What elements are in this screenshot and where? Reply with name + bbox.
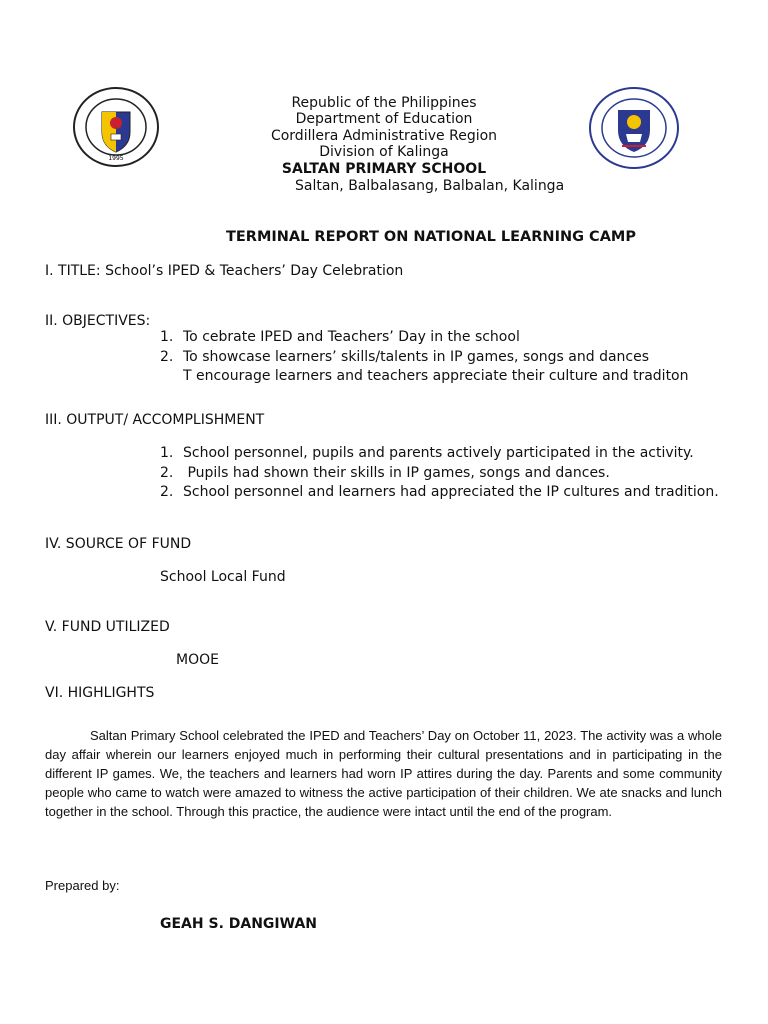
source-of-fund-value: School Local Fund [160,569,286,585]
fund-utilized-heading: V. FUND UTILIZED [45,619,170,635]
header-division: Division of Kalinga [319,144,449,160]
header-region: Cordillera Administrative Region [270,128,498,144]
seal-year-text: 1995 [108,155,124,162]
preparer-name: GEAH S. DANGIWAN [160,916,317,932]
source-of-fund-heading: IV. SOURCE OF FUND [45,536,192,552]
header-school-name: SALTAN PRIMARY SCHOOL [281,161,487,177]
objectives-heading: II. OBJECTIVES: [45,313,151,329]
highlights-paragraph: Saltan Primary School celebrated the IPED and Teachers’ Day on October 11, 2023. The activity was a whole day affair wherein our learners enjoyed much in performing their cultural presentations and in participating in the different IP games. We, the teachers and learners had worn IP attires during the day. Parents and some community people who came to watch were amazed to witness the active participation of their children. We ate snacks and lunch together in the school. Through this practice, the audience were intact until the end of the program. [45,728,722,819]
section-title-line: I. TITLE: School’s IPED & Teachers’ Day Celebration [45,263,404,279]
header-department: Department of Education [295,111,473,127]
header-address: Saltan, Balbalasang, Balbalan, Kalinga [295,178,565,194]
report-title: TERMINAL REPORT ON NATIONAL LEARNING CAMP [226,229,636,245]
objectives-list [160,329,689,388]
header-republic: Republic of the Philippines [291,95,477,111]
fund-utilized-value: MOOE [176,652,219,668]
list-item: 1. School personnel, pupils and parents actively participated in the activity. [160,445,694,461]
output-list [160,445,719,504]
output-heading: III. OUTPUT/ ACCOMPLISHMENT [45,412,265,428]
list-item: 2. School personnel and learners had appreciated the IP cultures and tradition. [160,484,719,500]
list-item: 2. To showcase learners’ skills/talents in IP games, songs and dances [160,348,650,365]
division-of-kalinga-seal [72,86,160,168]
prepared-by-label: Prepared by: [45,878,120,893]
list-item: 2. Pupils had shown their skills in IP games, songs and dances. [160,464,610,481]
highlights-heading: VI. HIGHLIGHTS [45,685,155,701]
list-item: 1. To cebrate IPED and Teachers’ Day in the school [160,329,520,345]
list-item: T encourage learners and teachers appreciate their culture and traditon [183,368,689,384]
deped-seal [588,86,680,170]
